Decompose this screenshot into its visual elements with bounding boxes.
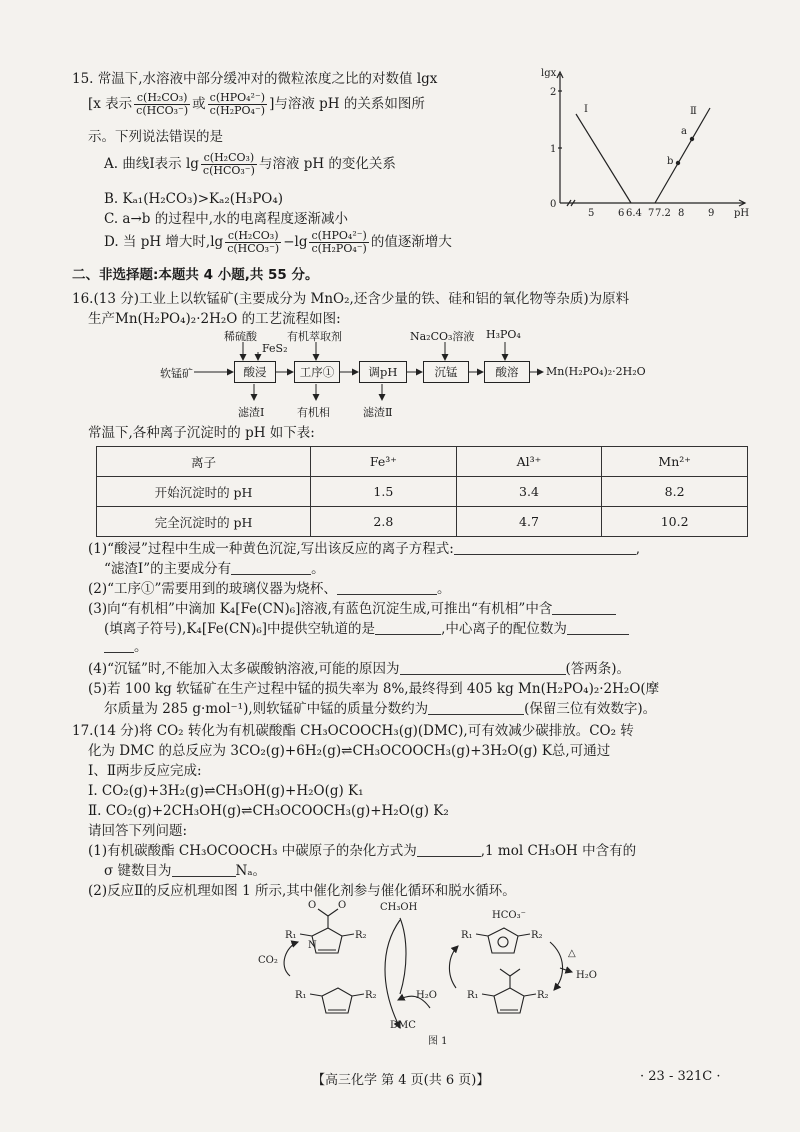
q16-part2-text: (2)“工序①”需要用到的玻璃仪器为烧杯、	[88, 581, 337, 597]
flow-output-organic: 有机相	[297, 406, 330, 419]
answer-blank[interactable]	[428, 700, 524, 715]
q15-graph-xlabel: pH	[734, 208, 750, 219]
flow-reagent-3: 有机萃取剂	[287, 330, 342, 343]
answer-blank[interactable]	[337, 580, 437, 595]
answer-blank[interactable]	[567, 620, 629, 635]
flow-step-adjust-ph: 调pH	[359, 361, 407, 383]
q15-graph-xtick-5: 5	[588, 208, 595, 219]
cycle-arrow-co2	[284, 942, 298, 976]
dehydration-arrow-right	[550, 942, 563, 990]
label-ch3oh: CH₃OH	[380, 902, 418, 913]
q15-fraction-1	[134, 92, 190, 117]
q15-graph-origin: 0	[550, 199, 557, 210]
q15-optD-f2-denominator: c(H₂PO₄⁻)	[311, 242, 367, 255]
q17-stem-line1: 17.(14 分)将 CO₂ 转化为有机碳酸酯 CH₃OCOOCH₃(g)(DMC),可有效减少碳排放。CO₂ 转	[72, 723, 634, 739]
q15-curve-II	[655, 108, 710, 203]
imidazole-ring-bottom-right	[494, 988, 524, 1013]
q15-graph-xtick-7.2: 7.2	[655, 208, 671, 219]
q15-option-a-part2: 与溶液 pH 的变化关系	[258, 156, 396, 172]
q15-optD-f1-denominator: c(HCO₃⁻)	[227, 242, 280, 255]
label-r1: R₁	[461, 930, 473, 941]
r2-bond	[342, 934, 354, 936]
label-r2: R₂	[537, 990, 549, 1001]
flow-output-residue1: 滤渣Ⅰ	[238, 406, 265, 419]
q15-graph-xtick-6.4: 6.4	[626, 208, 642, 219]
label-r2: R₂	[531, 930, 543, 941]
q16-part1-line1: (1)“酸浸”过程中生成一种黄色沉淀,写出该反应的离子方程式: ,	[88, 541, 641, 557]
r2-bond	[518, 934, 530, 936]
q17-part1-sigma-text: σ 键数目为	[104, 863, 172, 879]
q17-part1-line2	[104, 862, 266, 880]
q17-stem-line2: 化为 DMC 的总反应为 3CO₂(g)+6H₂(g)⇌CH₃OCOOCH₃(g)+3H₂O(g) K总,可通过	[88, 743, 611, 759]
imidazole-ring-top-right	[488, 928, 518, 953]
q15-graph	[540, 60, 755, 225]
label-h2o-center: H₂O	[416, 990, 437, 1001]
answer-blank[interactable]	[104, 638, 134, 653]
q15-graph-curve-II-label: Ⅱ	[690, 106, 697, 117]
q15-f1-denominator: c(HCO₃⁻)	[136, 104, 189, 117]
answer-blank[interactable]	[375, 620, 441, 635]
q15-option-d	[104, 230, 452, 255]
q17-part1-line1	[88, 842, 636, 860]
carboxyl-co-right	[328, 909, 338, 916]
label-r1: R₁	[295, 990, 307, 1001]
r1-bond	[300, 934, 312, 936]
q15-option-d-part2: −lg	[283, 234, 308, 250]
q16-part3-line1	[88, 600, 616, 618]
q15-f2-denominator: c(H₂PO₄⁻)	[209, 104, 266, 117]
flow-step-acid-dissolve: 酸溶	[484, 361, 530, 383]
label-r1: R₁	[285, 930, 297, 941]
q16-part3-text: (3)向“有机相”中滴加 K₄[Fe(CN)₆]溶液,有蓝色沉淀生成,可推出“有机相”中含	[88, 601, 553, 617]
flow-step-process1: 工序①	[294, 361, 340, 383]
label-oxygen: O	[338, 900, 347, 911]
q15-graph-xtick-8: 8	[678, 208, 685, 219]
table-cell: 2.8	[311, 507, 457, 537]
table-header-cell: Al³⁺	[456, 447, 602, 477]
q17-figure-1	[250, 898, 630, 1048]
q16-part5-text: 尔质量为 285 g·mol⁻¹),则软锰矿中锰的质量分数约为	[104, 701, 429, 717]
q15-optD-f1-numerator: c(H₂CO₃)	[225, 230, 281, 243]
carboxyl-co-right	[510, 969, 520, 976]
q17-stem-line3: Ⅰ、Ⅱ两步反应完成:	[88, 763, 202, 779]
table-cell: 3.4	[456, 477, 602, 507]
q16-part5-line2	[104, 700, 656, 718]
q15-option-b: B. Kₐ₁(H₂CO₃)>Kₐ₂(H₃PO₄)	[104, 191, 284, 207]
answer-blank[interactable]	[400, 660, 566, 675]
q15-graph-point-a-label: a	[681, 126, 687, 137]
q15-point-a	[690, 137, 694, 141]
table-header-cell: Fe³⁺	[311, 447, 457, 477]
q15-graph-ylabel: lgx	[541, 68, 557, 79]
r1-bond	[482, 994, 494, 996]
flow-reagent-2: FeS₂	[262, 342, 288, 355]
r2-bond	[352, 994, 364, 996]
table-header-cell: 离子	[97, 447, 311, 477]
answer-blank[interactable]	[454, 540, 636, 555]
q15-curve-I	[576, 114, 631, 203]
q15-optD-f2-numerator: c(HPO₄²⁻)	[311, 229, 367, 242]
figure-caption: 图 1	[428, 1036, 448, 1047]
q15-option-a-part1: A. 曲线Ⅰ表示 lg	[104, 156, 199, 172]
q16-part4-text: (4)“沉锰”时,不能加入太多碳酸钠溶液,可能的原因为	[88, 661, 400, 677]
q17-ask: 请回答下列问题:	[88, 823, 188, 839]
q15-option-a	[104, 152, 396, 177]
q17-part1-text2: ,1 mol CH₃OH 中含有的	[480, 843, 637, 859]
table-cell: 1.5	[311, 477, 457, 507]
q16-stem-line1: 16.(13 分)工业上以软锰矿(主要成分为 MnO₂,还含少量的铁、硅和铝的氧化物等杂质)为原料	[72, 291, 630, 307]
q15-stem-line2	[88, 92, 425, 117]
table-row	[97, 477, 748, 507]
flow-reagent-4: Na₂CO₃溶液	[410, 330, 475, 343]
label-hco3: HCO₃⁻	[492, 910, 526, 921]
q16-stem-line2: 生产Mn(H₂PO₄)₂·2H₂O 的工艺流程如图:	[88, 311, 341, 327]
q17-part1-text: (1)有机碳酸酯 CH₃OCOOCH₃ 中碳原子的杂化方式为	[88, 843, 417, 859]
q15-option-d-fraction-2	[309, 230, 368, 255]
q16-part5-suffix: (保留三位有效数字)。	[524, 701, 657, 717]
q16-part1-line2: “滤渣Ⅰ”的主要成分有 。	[104, 561, 325, 577]
carboxyl-co-left	[318, 909, 328, 916]
table-header-row	[97, 447, 748, 477]
positive-charge-ring	[498, 937, 508, 947]
q15-option-d-fraction-1	[225, 230, 281, 255]
table-cell: 完全沉淀时的 pH	[97, 507, 311, 537]
table-cell: 开始沉淀时的 pH	[97, 477, 311, 507]
q15-stem-line3: 示。下列说法错误的是	[88, 129, 223, 145]
q16-part4	[88, 660, 630, 678]
label-oxygen: O	[308, 900, 317, 911]
q17-reaction-2: Ⅱ. CO₂(g)+2CH₃OH(g)⇌CH₃OCOOCH₃(g)+H₂O(g) K₂	[88, 803, 449, 819]
answer-blank[interactable]	[552, 600, 616, 615]
q15-graph-ytick-label-1: 1	[550, 144, 557, 155]
answer-blank[interactable]	[417, 842, 481, 857]
q15-point-b	[676, 161, 680, 165]
page-footer-center: 【高三化学 第 4 页(共 6 页)】	[312, 1073, 490, 1088]
table-cell: 10.2	[602, 507, 748, 537]
table-header-cell: Mn²⁺	[602, 447, 748, 477]
q15-optA-numerator: c(H₂CO₃)	[201, 152, 257, 165]
label-delta: △	[568, 948, 576, 959]
q15-f1-numerator: c(H₂CO₃)	[134, 92, 190, 105]
q15-optA-denominator: c(HCO₃⁻)	[202, 164, 255, 177]
q15-line2-part2: 或	[192, 96, 206, 112]
q15-line2-part3: ]与溶液 pH 的关系如图所	[269, 96, 425, 112]
flow-step-precipitate-mn: 沉锰	[423, 361, 469, 383]
q15-fraction-2	[208, 92, 267, 117]
flow-reagent-1: 稀硫酸	[224, 330, 257, 343]
q16-part3-line3: 。	[104, 638, 148, 656]
q16-part5-line1: (5)若 100 kg 软锰矿在生产过程中锰的损失率为 8%,最终得到 405 kg Mn(H₂PO₄)₂·2H₂O(摩	[88, 681, 660, 697]
q15-option-a-fraction	[201, 152, 257, 177]
catalytic-arrow-down	[385, 920, 400, 1028]
q15-line2-part1: [x 表示	[88, 96, 133, 112]
dehydration-arrow-left	[449, 946, 458, 988]
table-row	[97, 507, 748, 537]
answer-blank[interactable]	[172, 862, 236, 877]
q15-stem-line1: 15. 常温下,水溶液中部分缓冲对的微粒浓度之比的对数值 lgx	[72, 71, 438, 87]
q15-graph-xtick-9: 9	[708, 208, 715, 219]
q16-part1-residue-text: “滤渣Ⅰ”的主要成分有	[104, 561, 232, 577]
table-cell: 4.7	[456, 507, 602, 537]
q15-option-d-part1: D. 当 pH 增大时,lg	[104, 234, 224, 250]
q16-ion-ph-table	[96, 446, 748, 537]
r2-bond	[524, 994, 536, 996]
carboxyl-co-left	[500, 969, 510, 976]
q16-part1-text: (1)“酸浸”过程中生成一种黄色沉淀,写出该反应的离子方程式:	[88, 541, 454, 557]
q15-graph-point-b-label: b	[667, 156, 674, 167]
q17-reaction-1: Ⅰ. CO₂(g)+3H₂(g)⇌CH₃OH(g)+H₂O(g) K₁	[88, 783, 364, 799]
imidazole-ring-bottom-left	[322, 988, 352, 1013]
q16-part4-suffix: (答两条)。	[565, 661, 631, 677]
label-r1: R₁	[467, 990, 479, 1001]
q15-f2-numerator: c(HPO₄²⁻)	[209, 91, 266, 104]
label-co2: CO₂	[258, 955, 278, 966]
label-dmc: DMC	[390, 1020, 416, 1031]
answer-blank[interactable]	[231, 560, 311, 575]
q15-option-d-part3: 的值逐渐增大	[370, 234, 452, 250]
table-cell: 8.2	[602, 477, 748, 507]
q15-graph-curve-I-label: Ⅰ	[584, 104, 588, 115]
q16-part3-line2	[104, 620, 629, 638]
label-h2o-right: H₂O	[576, 970, 597, 981]
flow-product: Mn(H₂PO₄)₂·2H₂O	[546, 365, 646, 378]
section-2-heading: 二、非选择题:本题共 4 小题,共 55 分。	[72, 267, 319, 283]
q15-graph-xtick-6: 6	[618, 208, 625, 219]
q15-graph-xtick-7: 7	[648, 208, 655, 219]
q16-table-intro: 常温下,各种离子沉淀时的 pH 如下表:	[88, 425, 315, 441]
q15-option-c: C. a→b 的过程中,水的电离程度逐渐减小	[104, 211, 349, 227]
flow-reagent-5: H₃PO₄	[486, 328, 521, 341]
label-r2: R₂	[355, 930, 367, 941]
h2o-release-arrow	[560, 968, 572, 972]
r1-bond	[310, 994, 322, 996]
flow-start: 软锰矿	[160, 367, 193, 380]
q16-part3-coord-text: ,中心离子的配位数为	[441, 621, 567, 637]
q15-graph-ytick-label-2: 2	[550, 87, 557, 98]
q16-part3-orbital-text: (填离子符号),K₄[Fe(CN)₆]中提供空轨道的是	[104, 621, 376, 637]
r1-bond	[476, 934, 488, 936]
label-r2: R₂	[365, 990, 377, 1001]
label-nitrogen: N	[308, 940, 317, 951]
q16-part2: (2)“工序①”需要用到的玻璃仪器为烧杯、 。	[88, 581, 451, 597]
page-footer-code: · 23 - 321C ·	[640, 1069, 721, 1084]
q17-part1-na: Nₐ。	[235, 863, 267, 879]
catalytic-arrow-ch3oh	[400, 918, 406, 994]
flow-output-residue2: 滤渣Ⅱ	[363, 406, 393, 419]
flow-step-acid-leach: 酸浸	[234, 361, 276, 383]
q17-part2: (2)反应Ⅱ的反应机理如图 1 所示,其中催化剂参与催化循环和脱水循环。	[88, 883, 516, 899]
